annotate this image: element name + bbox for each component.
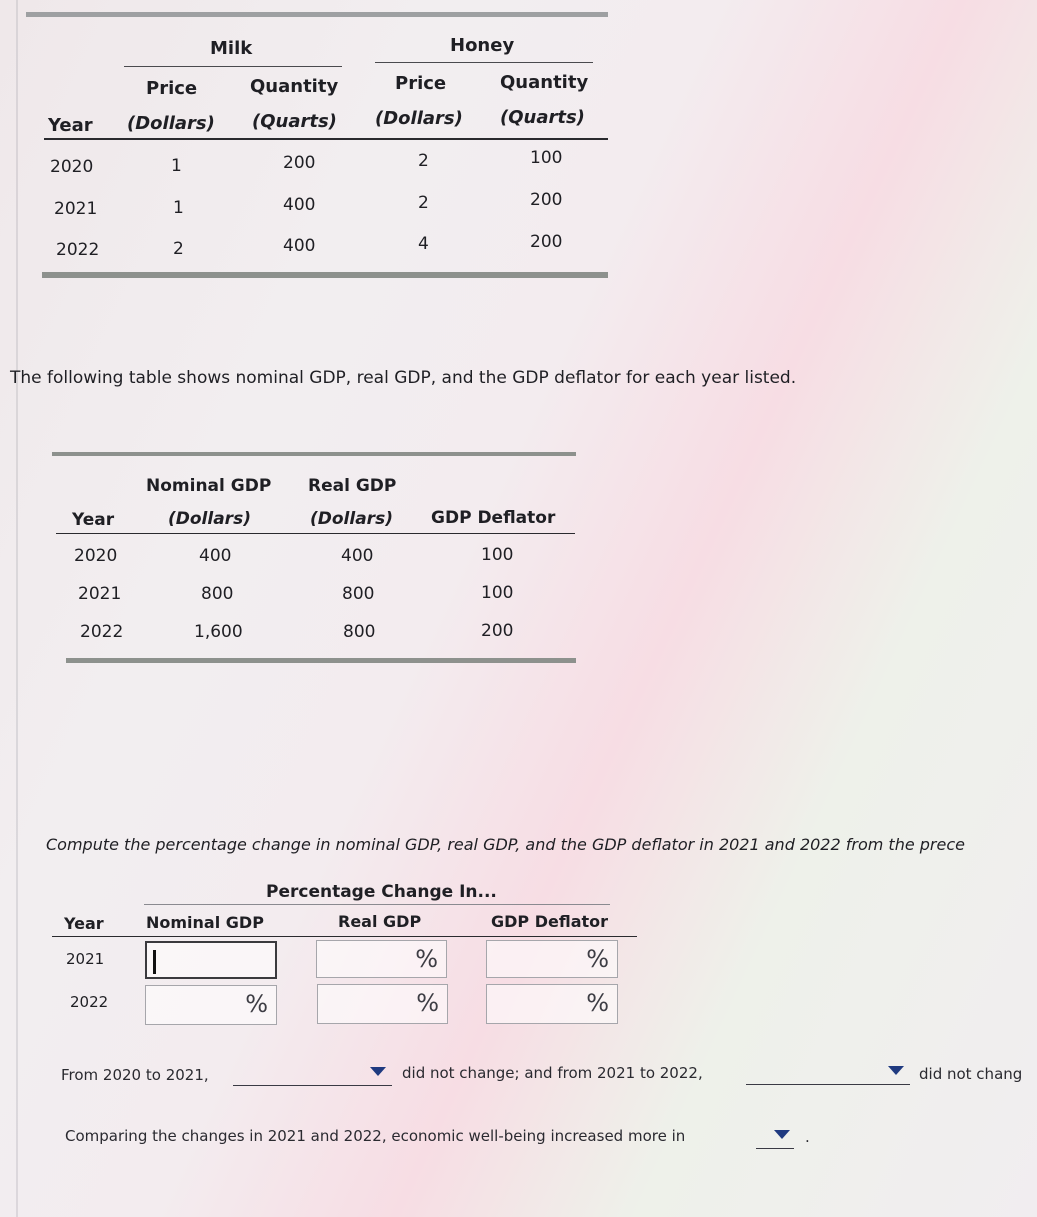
year-header: Year xyxy=(72,510,115,530)
row-year: 2021 xyxy=(54,199,98,219)
dropdown-arrow-icon xyxy=(774,1130,790,1139)
year-header: Year xyxy=(64,914,104,933)
honey-price-header: Price xyxy=(395,73,447,94)
intro-text: The following table shows nominal GDP, real GDP, and the GDP deflator for each year listed. xyxy=(10,368,797,388)
row-year: 2021 xyxy=(78,584,122,604)
milk-price-header: Price xyxy=(146,78,198,99)
milk-price-cell: 1 xyxy=(173,198,184,218)
milk-quantity-cell: 400 xyxy=(283,195,316,215)
honey-quantity-header: Quantity xyxy=(500,72,589,93)
year-header: Year xyxy=(48,115,93,136)
milk-quantity-cell: 400 xyxy=(283,236,316,256)
honey-price-cell: 2 xyxy=(418,193,429,213)
row-year: 2020 xyxy=(74,546,118,566)
compute-instruction: Compute the percentage change in nominal GDP, real GDP, and the GDP deflator in 2021 and 2022 from the prece xyxy=(46,835,965,854)
percent-sign: % xyxy=(245,990,268,1018)
nominal-gdp-2021-input[interactable] xyxy=(145,941,277,979)
real-gdp-2022-input[interactable] xyxy=(317,984,448,1024)
percent-sign: % xyxy=(416,989,439,1017)
wellbeing-question: Comparing the changes in 2021 and 2022, economic well-being increased more in xyxy=(65,1127,686,1145)
nominal-gdp-header: Nominal GDP xyxy=(146,913,264,932)
honey-price-unit: (Dollars) xyxy=(375,108,463,129)
percent-sign: % xyxy=(415,945,438,973)
gdp-deflator-cell: 100 xyxy=(481,545,514,565)
honey-price-cell: 4 xyxy=(418,234,429,254)
percentage-change-title: Percentage Change In... xyxy=(266,882,497,902)
header-rule xyxy=(56,533,575,534)
row-year: 2021 xyxy=(66,950,105,968)
honey-group-underline xyxy=(375,62,593,63)
row-year: 2022 xyxy=(56,240,100,260)
table-bottom-border xyxy=(66,658,576,663)
gdp-deflator-2021-input[interactable] xyxy=(486,940,618,978)
milk-quantity-unit: (Quarts) xyxy=(252,111,337,132)
nominal-gdp-cell: 1,600 xyxy=(194,622,243,642)
milk-price-cell: 1 xyxy=(171,156,182,176)
gdp-deflator-cell: 100 xyxy=(481,583,514,603)
honey-quantity-cell: 100 xyxy=(530,148,563,168)
real-gdp-cell: 800 xyxy=(342,584,375,604)
honey-price-cell: 2 xyxy=(418,151,429,171)
milk-quantity-cell: 200 xyxy=(283,153,316,173)
dropdown-2021-2022[interactable] xyxy=(746,1064,910,1085)
sentence-part-2: did not change; and from 2021 to 2022, xyxy=(402,1064,703,1082)
real-gdp-header: Real GDP xyxy=(308,476,397,496)
header-rule xyxy=(44,138,608,140)
table-top-border xyxy=(52,452,576,456)
honey-quantity-cell: 200 xyxy=(530,232,563,252)
table-bottom-border xyxy=(42,272,608,278)
percent-sign: % xyxy=(586,945,609,973)
table-top-border xyxy=(26,12,608,17)
real-gdp-unit: (Dollars) xyxy=(310,509,393,529)
title-underline xyxy=(144,904,610,905)
page-left-edge xyxy=(16,0,18,1217)
group-header-honey: Honey xyxy=(450,35,515,56)
nominal-gdp-header: Nominal GDP xyxy=(146,476,272,496)
honey-quantity-cell: 200 xyxy=(530,190,563,210)
sentence-part-1: From 2020 to 2021, xyxy=(61,1066,209,1084)
row-year: 2022 xyxy=(80,622,124,642)
milk-quantity-header: Quantity xyxy=(250,76,339,97)
real-gdp-cell: 800 xyxy=(343,622,376,642)
dropdown-wellbeing-year[interactable] xyxy=(756,1128,794,1149)
nominal-gdp-unit: (Dollars) xyxy=(168,509,251,529)
milk-group-underline xyxy=(124,66,342,67)
dropdown-2020-2021[interactable] xyxy=(233,1065,392,1086)
nominal-gdp-2022-input[interactable] xyxy=(145,985,277,1025)
percent-sign: % xyxy=(586,989,609,1017)
gdp-deflator-header: GDP Deflator xyxy=(431,508,556,528)
dropdown-arrow-icon xyxy=(888,1066,904,1075)
gdp-deflator-header: GDP Deflator xyxy=(491,912,609,931)
milk-price-unit: (Dollars) xyxy=(127,113,215,134)
sentence-part-3: did not chang xyxy=(919,1065,1023,1083)
gdp-deflator-cell: 200 xyxy=(481,621,514,641)
sentence-period: . xyxy=(805,1128,810,1146)
row-year: 2020 xyxy=(50,157,94,177)
milk-price-cell: 2 xyxy=(173,239,184,259)
gdp-deflator-2022-input[interactable] xyxy=(486,984,618,1024)
honey-quantity-unit: (Quarts) xyxy=(500,107,585,128)
real-gdp-2021-input[interactable] xyxy=(316,940,447,978)
nominal-gdp-cell: 800 xyxy=(201,584,234,604)
text-cursor xyxy=(153,950,156,974)
real-gdp-header: Real GDP xyxy=(338,912,422,931)
group-header-milk: Milk xyxy=(210,38,253,59)
dropdown-arrow-icon xyxy=(370,1067,386,1076)
header-rule xyxy=(52,936,637,937)
nominal-gdp-cell: 400 xyxy=(199,546,232,566)
real-gdp-cell: 400 xyxy=(341,546,374,566)
row-year: 2022 xyxy=(70,993,109,1011)
